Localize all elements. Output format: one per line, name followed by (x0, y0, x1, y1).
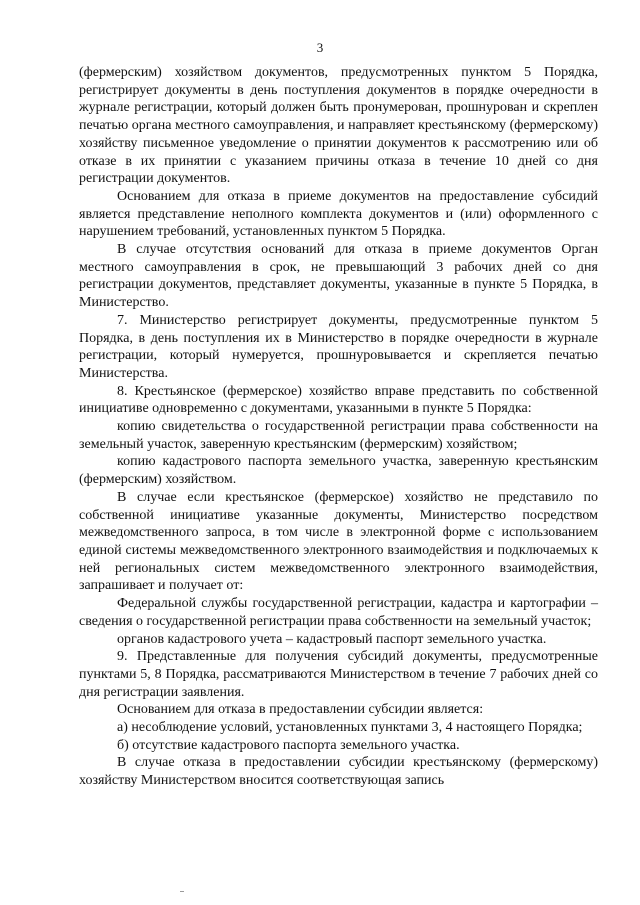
paragraph-cadastral-authorities: органов кадастрового учета – кадастровый паспорт земельного участка. (117, 631, 547, 647)
paragraph-refusal-grounds-intake: Основанием для отказа в приеме документов на предоставление субсидий является представление неполного комплекта документов и (или) оформленного с нарушением требований, установленных пунктом 5 Порядка. (79, 188, 598, 240)
paragraph-refusal-record: В случае отказа в предоставлении субсидии крестьянскому (фермерскому) хозяйству Министерством вносится соответствующая запись (79, 755, 598, 789)
paragraph-item-7: 7. Министерство регистрирует документы, предусмотренные пунктом 5 Порядка, в день поступления их в Министерство в порядке очередности в журнале регистрации, который нумеруется, прошнуровывается и скрепляется печатью Министерства. (79, 312, 598, 381)
paragraph-ownership-certificate-copy: копию свидетельства о государственной регистрации права собственности на земельный участок, заверенную крестьянским (фермерским) хозяйством; (79, 419, 598, 452)
paragraph-ground-a: а) несоблюдение условий, установленных пунктами 3, 4 настоящего Порядка; (117, 720, 583, 736)
document-body (79, 64, 598, 790)
page-number: 3 (316, 40, 324, 55)
scan-mark (180, 891, 184, 892)
paragraph-rosreestr: Федеральной службы государственной регистрации, кадастра и картографии – сведения о государственной регистрации права собственности на земельный участок; (79, 596, 598, 629)
paragraph-interagency-request: В случае если крестьянское (фермерское) хозяйство не представило по собственной инициативе указанные документы, Министерство посредством межведомственного запроса, в том числе в электронной форме с использованием единой системы межведомственного электронного взаимодействия и подключаемых к ней региональных систем межведомственного электронного взаимодействия, запрашивает и получает от: (79, 489, 598, 594)
paragraph-registration-continued: (фермерским) хозяйством документов, предусмотренных пунктом 5 Порядка, регистрирует документы в день поступления документов в порядке очередности в журнале регистрации, который должен быть пронумерован, прошнурован и скреплен печатью органа местного самоуправления, и направляет крестьянскому (фермерскому) хозяйству письменное уведомление о принятии документов к рассмотрению или об отказе в их принятии с указанием причины отказа в течение 10 дней со дня регистрации документов. (79, 65, 598, 187)
paragraph-transfer-to-ministry: В случае отсутствия оснований для отказа в приеме документов Орган местного самоуправления в срок, не превышающий 3 рабочих дней со дня регистрации документов, представляет документы, указанные в пункте 5 Порядка, в Министерство. (79, 242, 598, 311)
paragraph-refusal-grounds-subsidy: Основанием для отказа в предоставлении субсидии является: (117, 702, 484, 718)
paragraph-item-8: 8. Крестьянское (фермерское) хозяйство вправе представить по собственной инициативе одновременно с документами, указанными в пункте 5 Порядка: (79, 383, 598, 417)
paragraph-ground-b: б) отсутствие кадастрового паспорта земельного участка. (117, 737, 460, 753)
paragraph-item-9: 9. Представленные для получения субсидий документы, предусмотренные пунктами 5, 8 Порядка, рассматриваются Министерством в течение 7 рабочих дней со дня регистрации заявления. (79, 649, 598, 700)
paragraph-cadastral-passport-copy: копию кадастрового паспорта земельного участка, заверенную крестьянским (фермерским) хозяйством. (79, 454, 598, 488)
